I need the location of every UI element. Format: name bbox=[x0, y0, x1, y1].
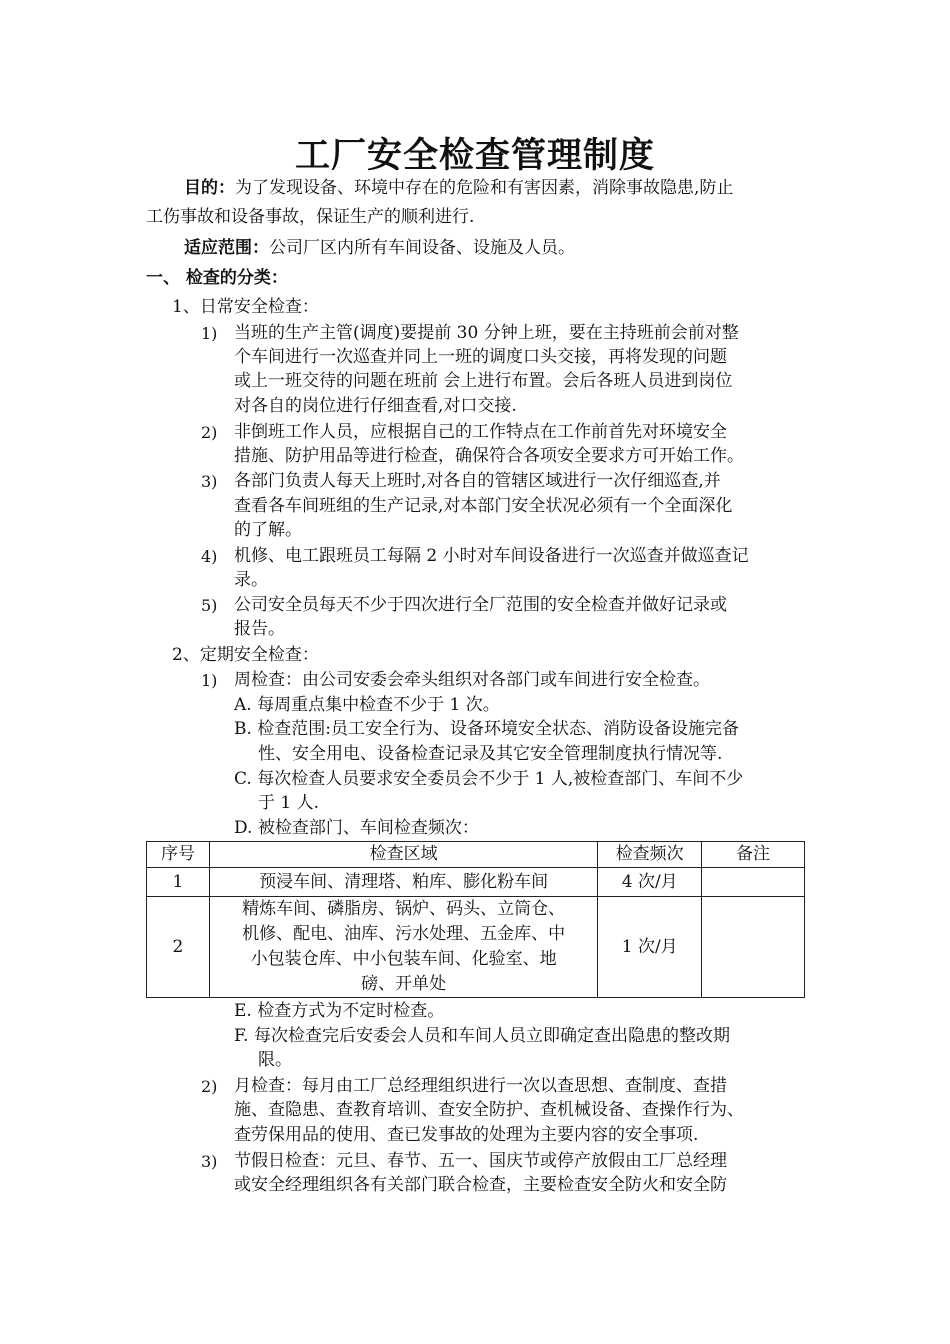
list-item-text: 机修、电工跟班员工每隔 2 小时对车间设备进行一次巡查并做巡查记 bbox=[234, 546, 749, 566]
weekly-item-c: C. 每次检查人员要求安全委员会不少于 1 人,被检查部门、车间不少 bbox=[234, 769, 744, 789]
list-item-text: 各部门负责人每天上班时,对各自的管辖区域进行一次仔细巡查,并 bbox=[234, 471, 721, 491]
table-header-cell: 检查区域 bbox=[209, 842, 597, 868]
weekly-item-c-cont: 于 1 人. bbox=[258, 793, 320, 813]
list-item-text: 措施、防护用品等进行检查，确保符合各项安全要求方可开始工作。 bbox=[234, 446, 744, 466]
table-cell-freq: 4 次/月 bbox=[598, 868, 702, 897]
table-cell-note bbox=[702, 868, 805, 897]
table-cell-area bbox=[209, 897, 597, 998]
page-title: 工厂安全检查管理制度 bbox=[294, 136, 655, 176]
table-cell-area-line: 精炼车间、磷脂房、锅炉、码头、立筒仓、 bbox=[242, 899, 566, 919]
scope-label: 适应范围： bbox=[184, 238, 269, 258]
table-header-cell: 备注 bbox=[702, 842, 805, 868]
list-item-text: 当班的生产主管(调度)要提前 30 分钟上班，要在主持班前会前对整 bbox=[234, 323, 739, 343]
weekly-item-f-cont: 限。 bbox=[258, 1050, 292, 1070]
table-cell-note bbox=[702, 897, 805, 998]
weekly-item-b-cont: 性、安全用电、设备检查记录及其它安全管理制度执行情况等. bbox=[258, 744, 723, 764]
weekly-item-b: B. 检查范围:员工安全行为、设备环境安全状态、消防设备设施完备 bbox=[234, 719, 740, 739]
table-cell-area-line: 机修、配电、油库、污水处理、五金库、中 bbox=[242, 924, 566, 944]
subsection-heading-daily: 1、日常安全检查： bbox=[172, 297, 319, 317]
list-item-text: 录。 bbox=[234, 570, 268, 590]
table-row bbox=[147, 868, 805, 897]
weekly-item-f: F. 每次检查完后安委会人员和车间人员立即确定查出隐患的整改期 bbox=[234, 1026, 730, 1046]
weekly-item-d: D. 被检查部门、车间检查频次： bbox=[234, 818, 479, 838]
monthly-check-text: 月检查：每月由工厂总经理组织进行一次以查思想、查制度、查措 bbox=[234, 1076, 727, 1096]
purpose-text: 为了发现设备、环境中存在的危险和有害因素，消除事故隐患,防止 bbox=[235, 178, 734, 198]
list-item-text: 报告。 bbox=[234, 619, 285, 639]
weekly-item-e: E. 检查方式为不定时检查。 bbox=[234, 1001, 445, 1021]
table-cell-no: 1 bbox=[147, 868, 210, 897]
list-item-text: 对各自的岗位进行仔细查看,对口交接. bbox=[234, 396, 517, 416]
table-row bbox=[147, 897, 805, 998]
monthly-check-text: 查劳保用品的使用、查已发事故的处理为主要内容的安全事项. bbox=[234, 1125, 699, 1145]
list-item-text: 或上一班交待的问题在班前 会上进行布置。会后各班人员进到岗位 bbox=[234, 371, 733, 391]
weekly-item-a: A. 每周重点集中检查不少于 1 次。 bbox=[234, 695, 500, 715]
table-header-row bbox=[147, 842, 805, 868]
list-item-text: 查看各车间班组的生产记录,对本部门安全状况必须有一个全面深化 bbox=[234, 496, 733, 516]
table-header-cell: 序号 bbox=[147, 842, 210, 868]
list-number: 4) bbox=[201, 547, 218, 566]
table-cell-no: 2 bbox=[147, 897, 210, 998]
list-item-text: 非倒班工作人员，应根据自己的工作特点在工作前首先对环境安全 bbox=[234, 422, 727, 442]
inspection-frequency-table bbox=[146, 841, 805, 998]
holiday-check-text: 节假日检查：元旦、春节、五一、国庆节或停产放假由工厂总经理 bbox=[234, 1151, 727, 1171]
monthly-check-text: 施、查隐患、查教育培训、查安全防护、查机械设备、查操作行为、 bbox=[234, 1100, 744, 1120]
purpose-paragraph-line1 bbox=[184, 176, 733, 201]
list-number: 2) bbox=[201, 1077, 218, 1096]
section-heading: 一、 检查的分类： bbox=[146, 268, 288, 288]
scope-text: 公司厂区内所有车间设备、设施及人员。 bbox=[269, 238, 575, 258]
list-number: 3) bbox=[201, 1152, 218, 1171]
list-number: 5) bbox=[201, 596, 218, 615]
purpose-label: 目的： bbox=[184, 178, 235, 198]
list-item-text: 公司安全员每天不少于四次进行全厂范围的安全检查并做好记录或 bbox=[234, 595, 727, 615]
list-number: 1) bbox=[201, 671, 218, 690]
list-number: 2) bbox=[201, 423, 218, 442]
list-item-text: 个车间进行一次巡查并同上一班的调度口头交接，再将发现的问题 bbox=[234, 347, 727, 367]
list-number: 1) bbox=[201, 324, 218, 343]
subsection-heading-periodic: 2、定期安全检查： bbox=[172, 645, 319, 665]
purpose-paragraph-line2: 工伤事故和设备事故，保证生产的顺利进行. bbox=[146, 207, 475, 227]
table-cell-area-line: 磅、开单处 bbox=[361, 974, 447, 994]
list-number: 3) bbox=[201, 472, 218, 491]
list-item-text: 的了解。 bbox=[234, 520, 302, 540]
weekly-check-text: 周检查：由公司安委会牵头组织对各部门或车间进行安全检查。 bbox=[234, 670, 710, 690]
table-cell-area-line: 小包装仓库、中小包装车间、化验室、地 bbox=[250, 949, 557, 969]
table-header-cell: 检查频次 bbox=[598, 842, 702, 868]
table-cell-freq: 1 次/月 bbox=[598, 897, 702, 998]
scope-paragraph bbox=[184, 236, 575, 261]
table-cell-area: 预浸车间、清理塔、粕库、膨化粉车间 bbox=[209, 868, 597, 897]
holiday-check-text: 或安全经理组织各有关部门联合检查，主要检查安全防火和安全防 bbox=[234, 1175, 727, 1195]
